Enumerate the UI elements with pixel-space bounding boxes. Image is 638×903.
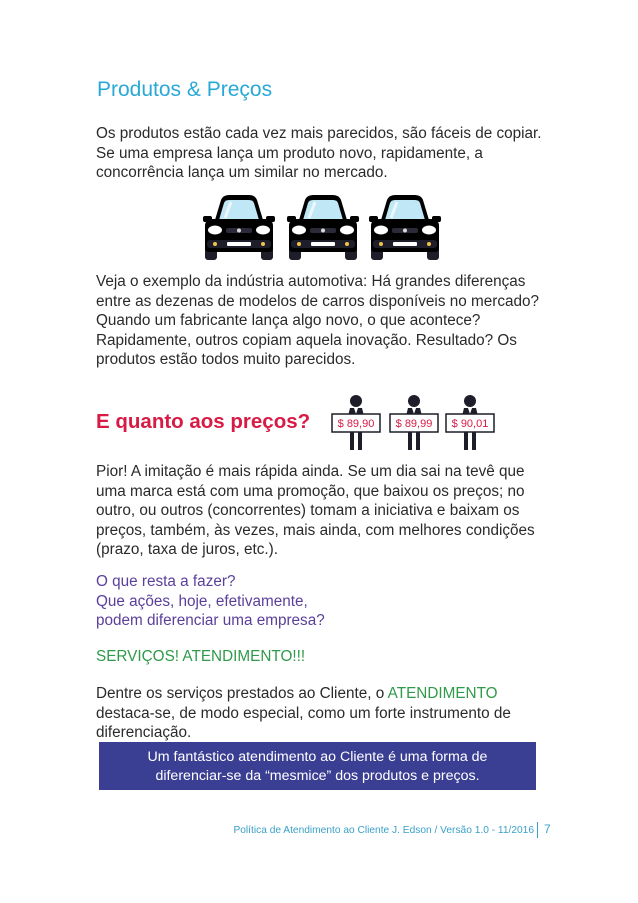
- footer-text: Política de Atendimento ao Cliente J. Edson / Versão 1.0 - 11/2016: [233, 825, 534, 836]
- question-line: O que resta a fazer?: [96, 573, 236, 590]
- footer-divider: [537, 822, 538, 838]
- question-line: podem diferenciar uma empresa?: [96, 612, 325, 629]
- paragraph-service: [96, 684, 556, 743]
- car-icon: [203, 195, 275, 260]
- person-holding-sign-icon: [332, 395, 380, 450]
- people-with-price-signs: [330, 392, 496, 452]
- highlight-banner: [99, 742, 536, 790]
- price-tag-1: $ 89,90: [337, 418, 375, 430]
- paragraph-products: Os produtos estão cada vez mais parecidos, são fáceis de copiar. Se uma empresa lança um produto novo, rapidamente, a concorrência lança um similar no mercado.: [96, 125, 542, 181]
- paragraph-service-end: destaca-se, de modo especial, como um forte instrumento de diferenciação.: [96, 704, 511, 741]
- question-line: Que ações, hoje, efetivamente,: [96, 592, 308, 610]
- car-icon: [287, 195, 359, 260]
- paragraph-service-start: Dentre os serviços prestados ao Cliente, o: [96, 685, 388, 702]
- person-holding-sign-icon: [390, 395, 438, 450]
- attendance-highlight: ATENDIMENTO: [387, 685, 498, 702]
- person-holding-sign-icon: [446, 395, 494, 450]
- banner-line: Um fantástico atendimento ao Cliente é uma forma de: [147, 749, 488, 765]
- banner-line: diferenciar-se da “mesmice” dos produtos e preços.: [155, 767, 480, 784]
- price-tag-3: $ 90,01: [451, 418, 489, 430]
- page-number: 7: [544, 822, 551, 836]
- paragraph-automotive: Veja o exemplo da indústria automotiva: Há grandes diferenças entre as dezenas de modelos de carros disponíveis no mercado? Quando um fabricante lança algo novo, o que acontece? Rapidamente, outros copiam aquela inovação. Resultado? Os produtos estão todos muito parecidos.: [96, 273, 540, 368]
- services-heading: SERVIÇOS! ATENDIMENTO!!!: [96, 648, 306, 665]
- page-title: Produtos & Preços: [97, 78, 273, 101]
- car-icon: [369, 195, 441, 260]
- question-block: [96, 572, 325, 631]
- paragraph-prices: Pior! A imitação é mais rápida ainda. Se um dia sai na tevê que uma marca está com uma promoção, que baixou os preços; no outro, ou outros (concorrentes) tomam a iniciativa e baixam os preços, também, às vezes, mais ainda, com melhores condições (prazo, taxa de juros, etc.).: [96, 463, 535, 558]
- price-tag-2: $ 89,99: [395, 418, 433, 430]
- cars-illustration: [197, 190, 447, 262]
- prices-heading: E quanto aos preços?: [96, 410, 311, 433]
